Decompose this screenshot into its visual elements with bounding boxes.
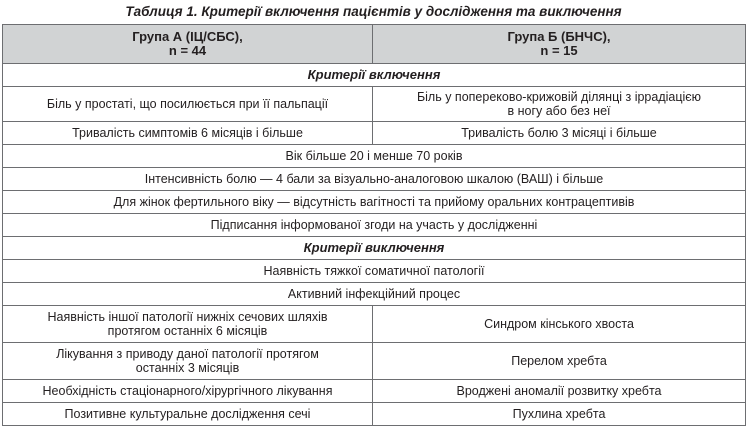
- header-group-a-count: n = 44: [168, 43, 207, 58]
- exclusion-surgical-a: Необхідність стаціонарного/хірургічного лікування: [3, 380, 373, 403]
- inclusion-women: Для жінок фертильного віку — відсутність вагітності та прийому оральних контрацептивів: [3, 191, 746, 214]
- table-row: [3, 260, 746, 283]
- inclusion-consent: Підписання інформованої згоди на участь у дослідженні: [3, 214, 746, 237]
- inclusion-intensity: Інтенсивність болю — 4 бали за візуально-аналоговою шкалою (ВАШ) і більше: [3, 168, 746, 191]
- table-row: [3, 343, 746, 380]
- exclusion-infection: Активний інфекційний процес: [3, 283, 746, 306]
- exclusion-treatment-a-line1: Лікування з приводу даної патології протягом: [56, 347, 319, 361]
- exclusion-urinary-a-line1: Наявність іншої патології нижніх сечових шляхів: [47, 310, 328, 324]
- exclusion-urinary-b: Синдром кінського хвоста: [373, 306, 746, 343]
- exclusion-urinary-a: [3, 306, 373, 343]
- exclusion-treatment-a: [3, 343, 373, 380]
- inclusion-pain-a: Біль у простаті, що посилюється при її пальпації: [3, 87, 373, 122]
- inclusion-pain-b-line1: Біль у попереково-крижовій ділянці з іррадіацією: [416, 90, 702, 104]
- exclusion-culture-b: Пухлина хребта: [373, 403, 746, 426]
- inclusion-duration-b: Тривалість болю 3 місяці і більше: [373, 122, 746, 145]
- exclusion-treatment-a-line2: останніх 3 місяців: [135, 361, 240, 375]
- header-group-a: [3, 25, 373, 64]
- exclusion-somatic: Наявність тяжкої соматичної патології: [3, 260, 746, 283]
- header-group-a-name: Група А (ІЦ/СБС),: [132, 29, 243, 44]
- table-row: [3, 283, 746, 306]
- inclusion-pain-b: [373, 87, 746, 122]
- exclusion-culture-a: Позитивне культуральне дослідження сечі: [3, 403, 373, 426]
- table-row: [3, 191, 746, 214]
- exclusion-treatment-b: Перелом хребта: [373, 343, 746, 380]
- table-row: [3, 214, 746, 237]
- table-header-row: [3, 25, 746, 64]
- header-group-b-count: n = 15: [540, 43, 578, 58]
- inclusion-section-title: Критерії включення: [3, 64, 746, 87]
- inclusion-pain-b-line2: в ногу або без неї: [507, 104, 611, 118]
- table-row: [3, 122, 746, 145]
- header-group-b: [373, 25, 746, 64]
- table-row: [3, 380, 746, 403]
- exclusion-surgical-b: Вроджені аномалії розвитку хребта: [373, 380, 746, 403]
- table-row: [3, 403, 746, 426]
- inclusion-duration-a: Тривалість симптомів 6 місяців і більше: [3, 122, 373, 145]
- table-row: [3, 145, 746, 168]
- exclusion-section-row: [3, 237, 746, 260]
- table-row: [3, 168, 746, 191]
- table-row: [3, 87, 746, 122]
- exclusion-section-title: Критерії виключення: [3, 237, 746, 260]
- header-group-b-name: Група Б (БНЧС),: [507, 29, 611, 44]
- inclusion-section-row: [3, 64, 746, 87]
- table-row: [3, 306, 746, 343]
- inclusion-age: Вік більше 20 і менше 70 років: [3, 145, 746, 168]
- exclusion-urinary-a-line2: протягом останніх 6 місяців: [107, 324, 268, 338]
- criteria-table: [2, 24, 746, 426]
- table-caption: Таблиця 1. Критерії включення пацієнтів у дослідження та виключення: [125, 4, 622, 19]
